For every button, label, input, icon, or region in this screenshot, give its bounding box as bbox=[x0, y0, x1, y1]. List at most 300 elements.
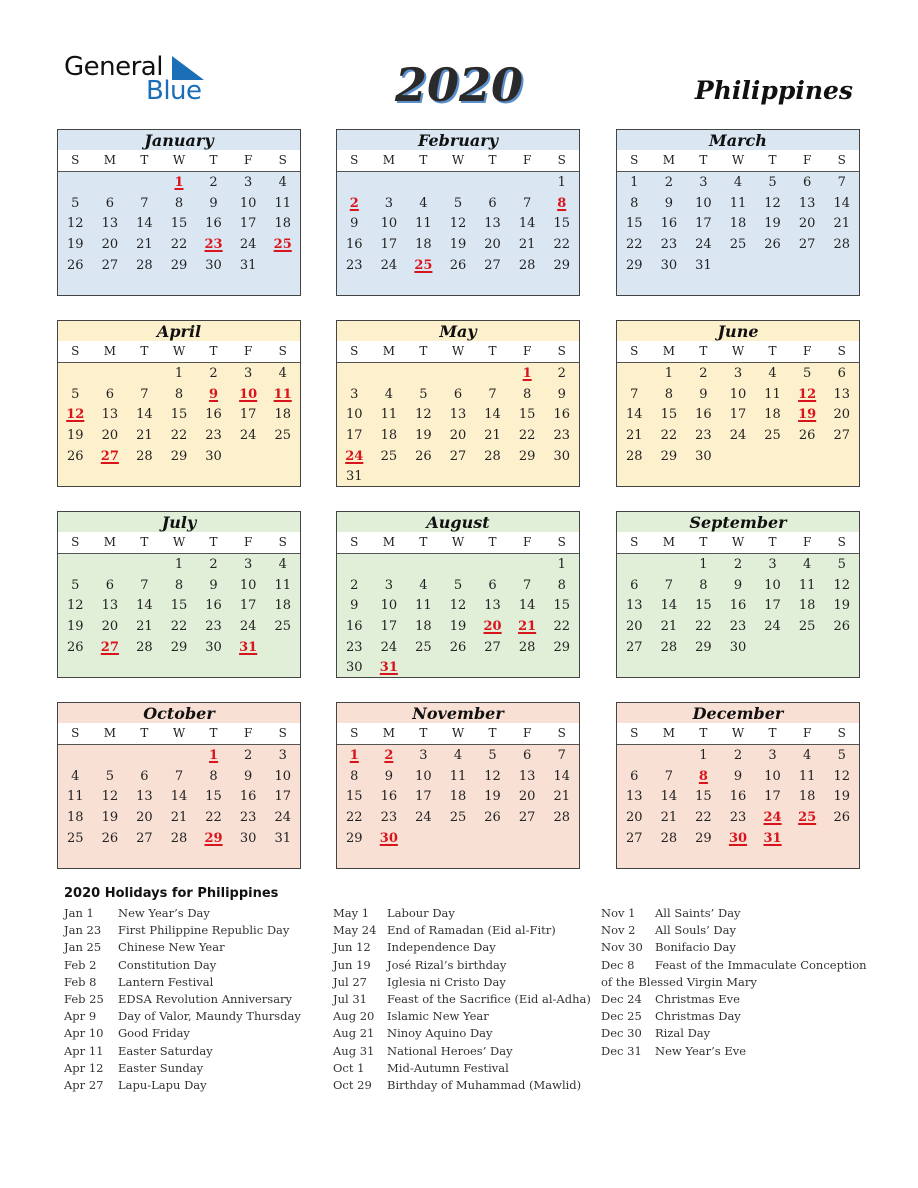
holiday-row bbox=[601, 992, 861, 1009]
day-cell: 12 bbox=[449, 216, 467, 232]
day-cell: 8 bbox=[174, 386, 184, 402]
month-july bbox=[57, 511, 301, 678]
holiday-row bbox=[333, 1078, 593, 1095]
day-cell: 6 bbox=[802, 175, 812, 190]
day-cell: 29 bbox=[660, 448, 678, 464]
day-cell: 18 bbox=[415, 237, 432, 253]
holiday-row bbox=[333, 1044, 593, 1061]
day-cell: 22 bbox=[695, 619, 712, 635]
day-cell: 3 bbox=[243, 366, 253, 381]
holiday-name: Chinese New Year bbox=[118, 940, 225, 955]
day-grid bbox=[58, 363, 300, 467]
holiday-column bbox=[64, 906, 324, 1095]
weekday-label: S bbox=[837, 344, 846, 358]
day-cell: 30 bbox=[239, 830, 257, 846]
day-grid bbox=[337, 363, 579, 488]
holiday-row bbox=[601, 906, 861, 923]
day-cell: 6 bbox=[453, 386, 463, 402]
day-cell: 15 bbox=[553, 598, 570, 614]
day-cell: 18 bbox=[274, 216, 291, 232]
weekday-label: T bbox=[209, 535, 218, 549]
day-cell: 30 bbox=[553, 448, 570, 464]
weekday-label: S bbox=[278, 726, 287, 740]
weekday-label: T bbox=[768, 344, 777, 358]
holiday-day-cell: 27 bbox=[100, 639, 119, 655]
day-cell: 29 bbox=[170, 639, 188, 655]
day-cell: 27 bbox=[518, 810, 536, 826]
day-cell: 19 bbox=[484, 789, 501, 805]
weekday-label: S bbox=[278, 153, 287, 167]
day-cell: 4 bbox=[384, 386, 393, 402]
day-cell: 4 bbox=[768, 366, 777, 381]
country-name: Philippines bbox=[694, 76, 853, 105]
day-cell: 16 bbox=[695, 407, 712, 423]
holiday-row bbox=[333, 975, 593, 992]
weekday-label: T bbox=[140, 535, 149, 549]
holiday-name: All Saints’ Day bbox=[655, 906, 741, 920]
holiday-name: José Rizal’s birthday bbox=[387, 957, 507, 972]
empty-cell bbox=[337, 555, 372, 576]
day-cell: 21 bbox=[553, 789, 570, 805]
month-january bbox=[57, 129, 301, 296]
weekday-label: T bbox=[488, 726, 497, 740]
holiday-date: May 1 bbox=[333, 906, 370, 920]
holiday-name: All Souls’ Day bbox=[655, 923, 736, 938]
day-cell: 3 bbox=[768, 748, 777, 763]
empty-cell bbox=[127, 173, 162, 194]
day-grid bbox=[617, 363, 859, 467]
day-cell: 2 bbox=[733, 748, 743, 763]
day-cell: 28 bbox=[136, 448, 153, 464]
weekday-label: M bbox=[382, 726, 395, 740]
holiday-day-cell: 31 bbox=[239, 639, 258, 655]
day-cell: 22 bbox=[553, 619, 570, 635]
empty-cell bbox=[127, 746, 162, 767]
weekday-label: F bbox=[802, 726, 812, 740]
day-cell: 23 bbox=[346, 639, 363, 655]
day-cell: 6 bbox=[105, 195, 114, 211]
day-cell: 26 bbox=[415, 448, 432, 464]
day-cell: 6 bbox=[140, 768, 149, 784]
day-cell: 13 bbox=[101, 407, 119, 423]
holiday-row bbox=[601, 1044, 861, 1061]
day-cell: 24 bbox=[239, 619, 257, 635]
day-grid bbox=[337, 172, 579, 276]
day-cell: 27 bbox=[449, 448, 467, 464]
day-cell: 25 bbox=[274, 428, 291, 444]
weekday-label: S bbox=[278, 535, 287, 549]
weekday-label: T bbox=[699, 535, 708, 549]
day-cell: 16 bbox=[660, 216, 678, 232]
day-cell: 10 bbox=[239, 577, 257, 593]
day-cell: 9 bbox=[733, 577, 743, 593]
day-cell: 22 bbox=[205, 810, 222, 826]
day-cell: 11 bbox=[449, 768, 467, 784]
day-cell: 29 bbox=[553, 639, 570, 655]
day-cell: 28 bbox=[553, 810, 570, 826]
day-cell: 5 bbox=[419, 386, 428, 402]
weekday-label: S bbox=[837, 726, 846, 740]
holiday-date: Jan 1 bbox=[64, 906, 94, 920]
holiday-day-cell: 31 bbox=[763, 830, 782, 846]
day-grid bbox=[58, 172, 300, 276]
day-cell: 29 bbox=[170, 257, 188, 273]
day-cell: 17 bbox=[380, 619, 398, 635]
day-cell: 26 bbox=[833, 619, 850, 635]
day-cell: 25 bbox=[729, 237, 747, 253]
day-cell: 11 bbox=[729, 195, 747, 211]
day-cell: 4 bbox=[278, 175, 287, 190]
day-cell: 28 bbox=[660, 830, 678, 846]
holiday-day-cell: 24 bbox=[345, 448, 364, 464]
day-cell: 19 bbox=[67, 619, 84, 635]
weekday-label: S bbox=[350, 153, 359, 167]
weekday-label: W bbox=[731, 726, 745, 740]
holiday-date: Apr 12 bbox=[64, 1060, 104, 1075]
day-cell: 4 bbox=[733, 175, 743, 190]
weekday-label: T bbox=[699, 726, 708, 740]
holiday-row bbox=[64, 992, 324, 1009]
day-cell: 15 bbox=[518, 407, 536, 423]
day-cell: 17 bbox=[239, 598, 257, 614]
holiday-row bbox=[64, 1026, 324, 1043]
day-cell: 17 bbox=[764, 598, 781, 614]
day-cell: 26 bbox=[101, 830, 119, 846]
day-cell: 2 bbox=[350, 577, 359, 593]
day-cell: 2 bbox=[209, 366, 218, 381]
holiday-date: Dec 24 bbox=[601, 991, 642, 1006]
weekday-label: T bbox=[209, 344, 218, 358]
day-cell: 7 bbox=[140, 386, 149, 402]
day-cell: 28 bbox=[518, 257, 536, 273]
day-cell: 6 bbox=[488, 195, 497, 211]
holiday-day-cell: 30 bbox=[728, 830, 748, 846]
day-cell: 23 bbox=[553, 428, 570, 444]
day-cell: 24 bbox=[695, 237, 712, 253]
day-cell: 27 bbox=[484, 639, 501, 655]
day-cell: 4 bbox=[453, 748, 463, 763]
holiday-name: Lapu-Lapu Day bbox=[118, 1077, 207, 1092]
day-cell: 3 bbox=[733, 366, 743, 381]
day-cell: 30 bbox=[205, 257, 222, 273]
day-cell: 21 bbox=[136, 619, 153, 635]
day-cell: 16 bbox=[205, 407, 222, 423]
day-cell: 11 bbox=[274, 577, 291, 593]
day-cell: 5 bbox=[71, 195, 80, 211]
holiday-date: Aug 20 bbox=[333, 1009, 375, 1024]
weekday-label: F bbox=[522, 726, 532, 740]
day-cell: 6 bbox=[837, 366, 846, 381]
day-cell: 15 bbox=[205, 789, 222, 805]
day-cell: 22 bbox=[695, 810, 712, 826]
month-november bbox=[336, 702, 580, 869]
weekday-label: F bbox=[243, 344, 253, 358]
weekday-label: T bbox=[488, 344, 497, 358]
weekday-label: S bbox=[278, 344, 287, 358]
day-cell: 26 bbox=[798, 428, 816, 444]
holiday-row bbox=[333, 940, 593, 957]
day-cell: 6 bbox=[105, 386, 114, 402]
day-cell: 12 bbox=[833, 577, 850, 593]
day-cell: 27 bbox=[484, 257, 501, 273]
holiday-name: Labour Day bbox=[387, 906, 455, 920]
day-cell: 15 bbox=[346, 789, 363, 805]
day-cell: 14 bbox=[136, 598, 153, 614]
day-cell: 2 bbox=[557, 366, 566, 381]
holiday-day-cell: 2 bbox=[349, 195, 359, 211]
weekday-label: S bbox=[557, 153, 566, 167]
weekday-label: F bbox=[522, 535, 532, 549]
empty-cell bbox=[58, 555, 93, 576]
day-cell: 1 bbox=[699, 748, 708, 763]
day-cell: 24 bbox=[729, 428, 747, 444]
empty-cell bbox=[406, 555, 441, 576]
weekday-label: W bbox=[172, 535, 186, 549]
holiday-date: Jul 31 bbox=[333, 991, 367, 1006]
day-cell: 21 bbox=[170, 810, 188, 826]
weekday-label: W bbox=[731, 153, 745, 167]
holiday-name: Iglesia ni Cristo Day bbox=[387, 974, 506, 989]
empty-cell bbox=[93, 746, 128, 767]
weekday-label: F bbox=[522, 344, 532, 358]
day-cell: 27 bbox=[101, 257, 119, 273]
day-cell: 22 bbox=[660, 428, 678, 444]
day-cell: 13 bbox=[484, 598, 501, 614]
weekday-label: S bbox=[350, 535, 359, 549]
day-cell: 9 bbox=[209, 577, 218, 593]
weekday-label: S bbox=[71, 726, 80, 740]
day-cell: 17 bbox=[274, 789, 291, 805]
holiday-name: Ninoy Aquino Day bbox=[387, 1026, 493, 1041]
empty-cell bbox=[475, 364, 510, 385]
day-cell: 15 bbox=[695, 598, 712, 614]
holiday-name: Independence Day bbox=[387, 940, 496, 955]
holiday-name: EDSA Revolution Anniversary bbox=[118, 991, 293, 1006]
day-cell: 16 bbox=[205, 598, 222, 614]
day-cell: 24 bbox=[239, 237, 257, 253]
empty-cell bbox=[337, 173, 372, 194]
holiday-name: Bonifacio Day bbox=[655, 940, 736, 955]
holiday-date: Nov 30 bbox=[601, 940, 643, 955]
holiday-name: Day of Valor, Maundy Thursday bbox=[118, 1009, 301, 1024]
day-cell: 20 bbox=[101, 237, 119, 253]
day-cell: 21 bbox=[660, 619, 678, 635]
holiday-day-cell: 12 bbox=[66, 407, 85, 423]
holiday-date: Feb 2 bbox=[64, 957, 97, 972]
day-cell: 28 bbox=[626, 448, 643, 464]
holiday-name: First Philippine Republic Day bbox=[118, 923, 290, 938]
day-cell: 10 bbox=[764, 577, 781, 593]
weekday-header bbox=[337, 341, 579, 363]
day-cell: 14 bbox=[484, 407, 501, 423]
day-cell: 11 bbox=[415, 598, 432, 614]
holiday-day-cell: 31 bbox=[379, 660, 398, 676]
day-cell: 19 bbox=[833, 789, 850, 805]
empty-cell bbox=[372, 555, 407, 576]
holiday-row bbox=[601, 1026, 861, 1043]
logo-text-blue: Blue bbox=[146, 76, 202, 106]
holiday-date: Aug 21 bbox=[333, 1026, 375, 1041]
holiday-name: Christmas Eve bbox=[655, 991, 740, 1006]
holiday-name: Lantern Festival bbox=[118, 974, 214, 989]
day-grid bbox=[617, 745, 859, 849]
day-cell: 20 bbox=[449, 428, 467, 444]
holiday-name: Christmas Day bbox=[655, 1009, 741, 1024]
day-cell: 23 bbox=[380, 810, 398, 826]
weekday-label: F bbox=[802, 535, 812, 549]
day-grid bbox=[58, 554, 300, 658]
empty-cell bbox=[475, 173, 510, 194]
day-cell: 29 bbox=[695, 639, 712, 655]
holiday-row bbox=[333, 958, 593, 975]
holiday-day-cell: 8 bbox=[557, 195, 567, 211]
empty-cell bbox=[127, 555, 162, 576]
day-cell: 28 bbox=[518, 639, 536, 655]
day-cell: 25 bbox=[380, 448, 398, 464]
day-cell: 9 bbox=[350, 598, 359, 614]
month-name: August bbox=[426, 513, 490, 532]
day-cell: 14 bbox=[660, 789, 678, 805]
day-cell: 29 bbox=[346, 830, 363, 846]
weekday-label: M bbox=[382, 153, 395, 167]
weekday-label: M bbox=[662, 535, 675, 549]
day-cell: 13 bbox=[101, 216, 119, 232]
empty-cell bbox=[372, 173, 407, 194]
day-cell: 10 bbox=[274, 768, 291, 784]
holiday-day-cell: 10 bbox=[239, 386, 258, 402]
month-name: May bbox=[439, 322, 477, 341]
holiday-date: Jun 19 bbox=[333, 957, 371, 972]
day-cell: 11 bbox=[798, 577, 816, 593]
weekday-header bbox=[337, 723, 579, 745]
day-cell: 26 bbox=[484, 810, 501, 826]
day-cell: 31 bbox=[239, 257, 257, 273]
weekday-header bbox=[337, 150, 579, 172]
empty-cell bbox=[93, 555, 128, 576]
month-june bbox=[616, 320, 860, 487]
day-cell: 8 bbox=[630, 195, 639, 211]
weekday-header bbox=[58, 532, 300, 554]
day-cell: 3 bbox=[350, 386, 359, 402]
month-september bbox=[616, 511, 860, 678]
day-cell: 19 bbox=[449, 619, 467, 635]
day-cell: 16 bbox=[380, 789, 398, 805]
day-cell: 11 bbox=[798, 768, 816, 784]
day-cell: 21 bbox=[136, 428, 153, 444]
day-cell: 3 bbox=[278, 748, 287, 763]
day-cell: 30 bbox=[660, 257, 678, 273]
month-august bbox=[336, 511, 580, 678]
day-cell: 12 bbox=[764, 195, 781, 211]
holiday-row bbox=[601, 923, 861, 940]
calendar-year: 2020 bbox=[394, 58, 524, 112]
day-cell: 12 bbox=[67, 598, 84, 614]
day-cell: 11 bbox=[764, 386, 781, 402]
day-cell: 23 bbox=[205, 428, 222, 444]
day-cell: 16 bbox=[239, 789, 257, 805]
day-cell: 18 bbox=[449, 789, 467, 805]
holiday-date: Dec 31 bbox=[601, 1043, 642, 1058]
holidays-title: 2020 Holidays for Philippines bbox=[64, 886, 279, 901]
day-cell: 17 bbox=[695, 216, 712, 232]
weekday-label: T bbox=[488, 153, 497, 167]
weekday-label: S bbox=[630, 535, 639, 549]
holiday-day-cell: 21 bbox=[518, 619, 537, 635]
day-cell: 3 bbox=[768, 557, 777, 572]
month-april bbox=[57, 320, 301, 487]
day-cell: 11 bbox=[380, 407, 398, 423]
day-cell: 18 bbox=[764, 407, 781, 423]
day-cell: 14 bbox=[136, 216, 153, 232]
empty-cell bbox=[652, 746, 687, 767]
day-cell: 6 bbox=[522, 748, 532, 763]
weekday-label: T bbox=[419, 535, 428, 549]
weekday-label: S bbox=[557, 344, 566, 358]
weekday-label: S bbox=[837, 153, 846, 167]
day-cell: 15 bbox=[626, 216, 643, 232]
holiday-row bbox=[333, 992, 593, 1009]
weekday-label: S bbox=[71, 153, 80, 167]
day-cell: 5 bbox=[837, 557, 846, 572]
month-february bbox=[336, 129, 580, 296]
holiday-date: Nov 1 bbox=[601, 906, 636, 920]
day-cell: 21 bbox=[833, 216, 850, 232]
weekday-label: M bbox=[662, 726, 675, 740]
day-cell: 15 bbox=[695, 789, 712, 805]
day-cell: 17 bbox=[415, 789, 432, 805]
day-cell: 10 bbox=[764, 768, 781, 784]
day-cell: 24 bbox=[380, 257, 398, 273]
holiday-name: Constitution Day bbox=[118, 957, 217, 972]
empty-cell bbox=[406, 364, 441, 385]
holiday-row bbox=[601, 975, 861, 992]
day-cell: 19 bbox=[67, 428, 84, 444]
day-cell: 22 bbox=[346, 810, 363, 826]
day-cell: 21 bbox=[136, 237, 153, 253]
day-cell: 3 bbox=[243, 557, 253, 572]
day-cell: 31 bbox=[346, 469, 363, 485]
day-cell: 10 bbox=[729, 386, 747, 402]
day-cell: 22 bbox=[553, 237, 570, 253]
day-cell: 8 bbox=[557, 577, 566, 593]
day-cell: 5 bbox=[71, 386, 80, 402]
weekday-label: S bbox=[630, 153, 639, 167]
day-cell: 30 bbox=[729, 639, 747, 655]
holiday-name: End of Ramadan (Eid al-Fitr) bbox=[387, 923, 556, 938]
holiday-row bbox=[64, 958, 324, 975]
weekday-label: F bbox=[243, 726, 253, 740]
weekday-label: S bbox=[557, 726, 566, 740]
month-december bbox=[616, 702, 860, 869]
month-name: September bbox=[689, 513, 787, 532]
empty-cell bbox=[406, 173, 441, 194]
day-cell: 15 bbox=[170, 598, 188, 614]
holiday-date: Jan 23 bbox=[64, 923, 102, 938]
day-cell: 25 bbox=[274, 619, 291, 635]
holiday-date: May 24 bbox=[333, 923, 377, 938]
day-cell: 16 bbox=[346, 619, 363, 635]
empty-cell bbox=[93, 364, 128, 385]
day-cell: 27 bbox=[626, 639, 643, 655]
day-cell: 7 bbox=[522, 577, 532, 593]
month-may bbox=[336, 320, 580, 487]
holiday-row bbox=[601, 1009, 861, 1026]
holiday-row bbox=[333, 1026, 593, 1043]
holiday-date: Apr 11 bbox=[64, 1043, 104, 1058]
day-cell: 14 bbox=[833, 195, 850, 211]
day-cell: 28 bbox=[660, 639, 678, 655]
day-cell: 28 bbox=[484, 448, 501, 464]
